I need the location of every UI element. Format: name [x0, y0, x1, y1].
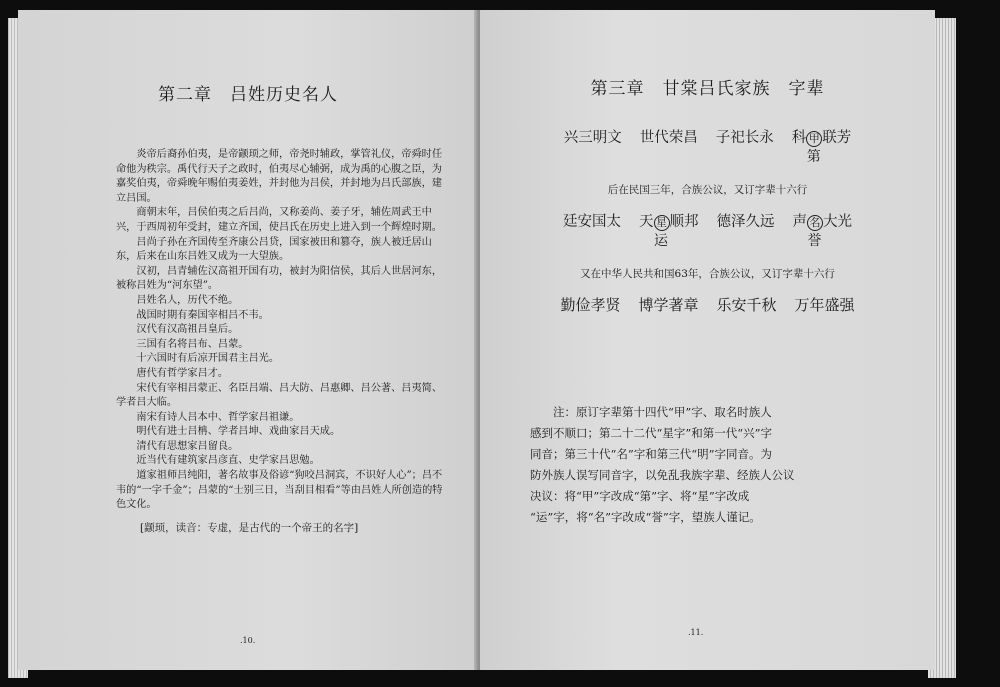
- revision-line-2: 又在中华人民共和国63年，合族公议，又订字辈十六行: [580, 268, 835, 280]
- body-paragraph: 明代有进士吕柟、学者吕坤、戏曲家吕天成。: [136, 426, 341, 438]
- gen-char: 科: [791, 130, 807, 146]
- left-note: [颛顼，读音：专虚，是古代的一个帝王的名字]: [140, 522, 359, 534]
- page-number-right: .11.: [688, 628, 704, 637]
- note-line: 同音；第三十代“名”字和第三代“明”字同音。为: [530, 447, 773, 461]
- body-paragraph: 汉初，吕青辅佐汉高祖开国有功，被封为阳信侯，其后人世居河东，被称吕姓为“河东望”。: [116, 265, 443, 292]
- body-paragraph: 十六国时有后凉开国君主吕光。: [136, 353, 280, 365]
- body-paragraph: 宋代有宰相吕蒙正、名臣吕端、吕大防、吕惠卿、吕公著、吕夷简、学者吕大临。: [116, 382, 443, 409]
- circled-char: 名: [807, 215, 823, 231]
- revision-note: [530, 402, 860, 528]
- gen-group-revised: [791, 126, 852, 165]
- gen-group: 万年盛强: [794, 296, 855, 314]
- gen-group: 乐安千秋: [716, 296, 777, 314]
- gen-char: 声: [792, 214, 807, 230]
- body-paragraph: 战国时期有秦国宰相吕不韦。: [136, 309, 269, 321]
- gen-group: 博学著章: [638, 296, 699, 314]
- body-paragraph: 近当代有建筑家吕彦直、史学家吕思勉。: [136, 455, 320, 467]
- replacement-char: 誉: [807, 233, 822, 249]
- replacement-char: 运: [654, 233, 668, 249]
- gen-group: 廷安国太: [563, 214, 621, 230]
- body-paragraph: 汉代有汉高祖吕皇后。: [136, 324, 239, 336]
- gen-group: 德泽久远: [716, 214, 775, 230]
- note-line: 注：原订字辈第十四代“甲”字、取名时族人: [553, 405, 772, 419]
- gen-group: 兴三明文: [563, 130, 622, 146]
- chapter-title-left: 第二章 吕姓历史名人: [158, 85, 338, 105]
- gen-group-revised: [639, 210, 699, 249]
- right-page: [480, 10, 935, 670]
- gen-char: 顺邦: [669, 214, 699, 230]
- generation-row-2: [480, 210, 935, 249]
- chapter-title-right: 第三章 甘棠吕氏家族 字辈: [590, 79, 825, 99]
- gen-char: 大光: [823, 214, 852, 230]
- circled-char: 甲: [806, 131, 822, 147]
- gen-group: 世代荣昌: [639, 130, 698, 146]
- replacement-char: 第: [806, 149, 821, 165]
- gen-group-revised: [792, 210, 853, 249]
- note-line: “运”字，将“名”字改成“誉”字，望族人谨记。: [530, 510, 761, 524]
- body-paragraph: 道家祖师吕纯阳，著名故事及俗谚“狗咬吕洞宾，不识好人心”；吕不韦的“一字千金”；吕蒙的“士别三日，当刮目相看”等由吕姓人所创造的特色文化。: [116, 470, 443, 511]
- page-number-left: .10.: [240, 636, 256, 645]
- generation-row-3: [480, 294, 935, 315]
- body-paragraph: 炎帝后裔孙伯夷，是帝颛顼之师，帝尧时辅政，掌管礼仪，帝舜时任命他为秩宗。禹代行天子之政时，伯夷尽心辅弼，成为禹的心腹之臣，为嘉奖伯夷，帝舜晚年赐伯夷姜姓，并封他为吕侯，并封地为吕氏部族，建立吕国。: [116, 149, 443, 204]
- generation-row-1: [480, 126, 935, 165]
- body-paragraph: 唐代有哲学家吕才。: [136, 367, 229, 379]
- body-paragraph: 吕尚子孙在齐国传至齐康公吕贷，国家被田和篡夺，族人被迁居山东，后来在山东吕姓又成为一大望族。: [116, 236, 432, 263]
- left-page: [18, 10, 478, 670]
- body-paragraph: 商朝末年，吕侯伯夷之后吕尚，又称姜尚、姜子牙，辅佐周武王中兴，于西周初年受封，建立齐国，使吕氏在历史上进入到一个辉煌时期。: [116, 207, 442, 233]
- left-body-text: [116, 148, 446, 513]
- body-paragraph: 三国有名将吕布、吕蒙。: [136, 338, 249, 350]
- body-paragraph: 清代有思想家吕留良。: [136, 440, 239, 452]
- gen-group: 子祀长永: [715, 130, 774, 146]
- gen-group: 勤俭孝贤: [560, 296, 621, 314]
- circled-char: 星: [654, 215, 670, 231]
- note-line: 决议：将“甲”字改成“第”字、将“星”字改成: [530, 489, 750, 503]
- note-line: 感到不顺口；第二十二代“星字”和第一代“兴”字: [530, 426, 773, 440]
- gen-char: 联芳: [822, 130, 852, 146]
- body-paragraph: 南宋有诗人吕本中、哲学家吕祖谦。: [136, 411, 300, 423]
- revision-line-1: 后在民国三年，合族公议，又订字辈十六行: [607, 184, 808, 196]
- note-line: 防外族人误写同音字，以免乱我族字辈、经族人公议: [530, 468, 795, 482]
- gen-char: 天: [639, 214, 654, 230]
- body-paragraph: 吕姓名人，历代不绝。: [136, 294, 239, 306]
